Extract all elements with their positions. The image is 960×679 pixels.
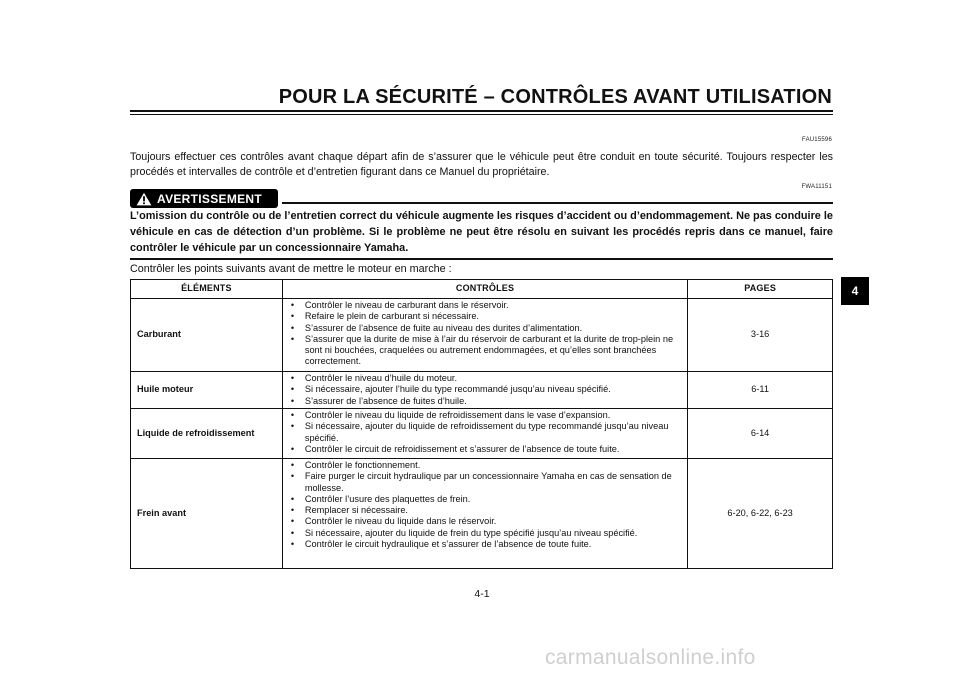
table-row	[131, 372, 833, 409]
checks-table	[130, 279, 833, 569]
chapter-tab[interactable]: 4	[841, 277, 869, 305]
warning-rule	[282, 202, 833, 204]
check-item: • S’assurer de l’absence de fuites d’huile.	[289, 396, 683, 407]
intro-paragraph: Toujours effectuer ces contrôles avant chaque départ afin de s’assurer que le véhicule peut être conduit en toute sécurité. Toujours respecter les procédés et intervalles de contrôle et d’entretien figurant dans ce Manuel du propriétaire.	[130, 151, 833, 178]
title-rule	[130, 110, 833, 112]
row-pages: 6-14	[688, 409, 833, 459]
row-element: Huile moteur	[131, 372, 283, 409]
row-element: Liquide de refroidissement	[131, 409, 283, 459]
warning-code: FWA11151	[801, 184, 832, 190]
warning-text: L’omission du contrôle ou de l’entretien correct du véhicule augmente les risques d’accident ou d’endommagement. Ne pas conduire le véhicule en cas de détection d’un problème. Si le problème ne peut être résolu en suivant les procédés repris dans ce manuel, faire contrôler le véhicule par un concessionnaire Yamaha.	[130, 210, 833, 254]
check-item: • Contrôler l’usure des plaquettes de frein.	[289, 494, 683, 505]
row-pages: 6-11	[688, 372, 833, 409]
header-elements: ÉLÉMENTS	[131, 280, 283, 299]
warning-label: AVERTISSEMENT	[157, 191, 263, 206]
check-item: • Contrôler le niveau du liquide de refroidissement dans le vase d’expansion.	[289, 410, 683, 421]
check-item: • Faire purger le circuit hydraulique par un concessionnaire Yamaha en cas de sensation de mollesse.	[289, 471, 683, 494]
row-pages: 6-20, 6-22, 6-23	[688, 459, 833, 569]
page-title: POUR LA SÉCURITÉ – CONTRÔLES AVANT UTILISATION	[278, 86, 832, 108]
row-checks	[282, 299, 687, 372]
row-checks	[282, 459, 687, 569]
check-item: • Contrôler le niveau du liquide dans le réservoir.	[289, 516, 683, 527]
row-checks	[282, 409, 687, 459]
section-code: FAU15596	[802, 137, 832, 143]
table-row	[131, 299, 833, 372]
check-item: • Remplacer si nécessaire.	[289, 505, 683, 516]
row-checks	[282, 372, 687, 409]
table-row	[131, 459, 833, 569]
check-item: • Contrôler le circuit hydraulique et s’assurer de l’absence de toute fuite.	[289, 539, 683, 550]
table-row	[131, 409, 833, 459]
check-item: • Si nécessaire, ajouter du liquide de refroidissement du type recommandé jusqu’au niveau spécifié.	[289, 421, 683, 444]
check-item: • Contrôler le niveau de carburant dans le réservoir.	[289, 300, 683, 311]
check-item: • S’assurer que la durite de mise à l’air du réservoir de carburant et la durite de trop-plein ne sont ni bouchées, craquelées ou autrement endommagées, et qu’elles sont branchées correctement.	[289, 334, 683, 368]
check-item: • Contrôler le niveau d’huile du moteur.	[289, 373, 683, 384]
warning-bottom-rule	[130, 258, 833, 260]
check-item: • Si nécessaire, ajouter l’huile du type recommandé jusqu’au niveau spécifié.	[289, 384, 683, 395]
table-header-row	[131, 280, 833, 299]
row-pages: 3-16	[688, 299, 833, 372]
watermark: carmanualsonline.info	[545, 646, 756, 669]
check-item: • S’assurer de l’absence de fuite au niveau des durites d’alimentation.	[289, 323, 683, 334]
header-pages: PAGES	[688, 280, 833, 299]
warning-badge	[130, 189, 278, 208]
row-element: Frein avant	[131, 459, 283, 569]
check-item: • Contrôler le circuit de refroidissement et s’assurer de l’absence de toute fuite.	[289, 444, 683, 455]
check-item: • Contrôler le fonctionnement.	[289, 460, 683, 471]
check-item: • Refaire le plein de carburant si nécessaire.	[289, 311, 683, 322]
check-item: • Si nécessaire, ajouter du liquide de frein du type spécifié jusqu’au niveau spécifié.	[289, 528, 683, 539]
page-number: 4-1	[474, 588, 490, 600]
table-lead-text: Contrôler les points suivants avant de mettre le moteur en marche :	[130, 263, 452, 275]
row-element: Carburant	[131, 299, 283, 372]
header-controls: CONTRÔLES	[282, 280, 687, 299]
warning-triangle-icon	[136, 192, 152, 206]
title-rule-thin	[130, 114, 833, 115]
